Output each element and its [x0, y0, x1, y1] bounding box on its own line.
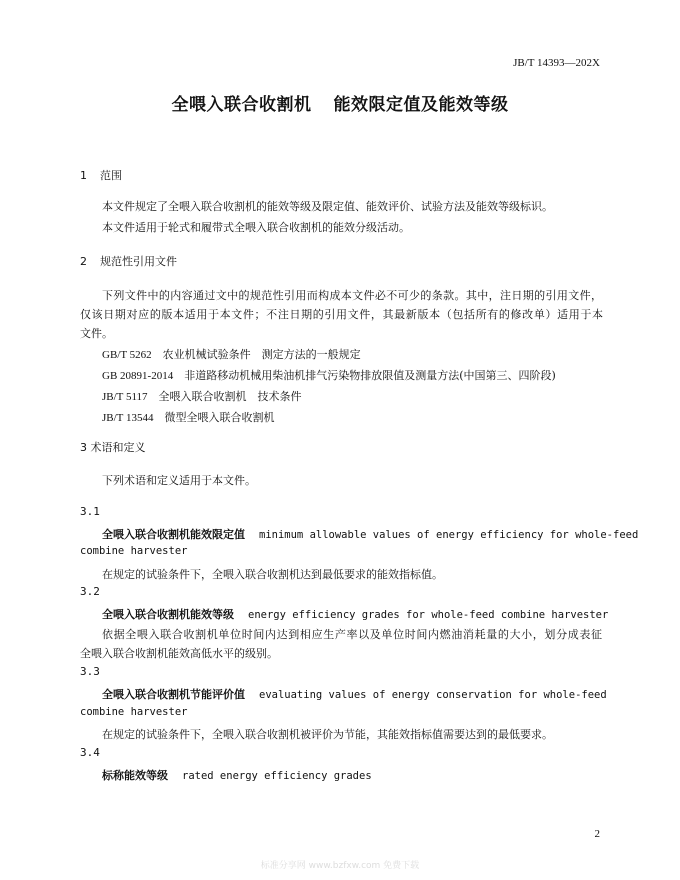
term-number: 3.1 — [80, 505, 100, 518]
standard-number: JB/T 14393—202X — [513, 57, 600, 69]
term-number: 3.4 — [80, 746, 100, 759]
section-3-intro: 下列术语和定义适用于本文件。 — [102, 474, 256, 487]
term-definition: 依据全喂入联合收割机单位时间内达到相应生产率以及单位时间内燃油消耗量的大小，划分成表征 — [102, 628, 602, 641]
term-english-continued: combine harvester — [80, 545, 188, 557]
term-definition: 在规定的试验条件下，全喂入联合收割机达到最低要求的能效指标值。 — [102, 568, 443, 581]
section-2-intro-line: 文件。 — [80, 327, 113, 340]
reference-item: GB/T 5262 农业机械试验条件 测定方法的一般规定 — [102, 348, 361, 361]
page-number: 2 — [594, 828, 600, 840]
term-3-2: 全喂入联合收割机能效等级 energy efficiency grades for whole-feed combine harvester — [102, 608, 609, 621]
reference-item: JB/T 13544 微型全喂入联合收割机 — [102, 411, 275, 424]
section-2-intro-line: 仅该日期对应的版本适用于本文件；不注日期的引用文件，其最新版本（包括所有的修改单）适用于本 — [80, 308, 603, 321]
section-2-intro-line: 下列文件中的内容通过文中的规范性引用而构成本文件必不可少的条款。其中，注日期的引用文件， — [102, 289, 602, 302]
term-english-continued: combine harvester — [80, 706, 188, 718]
section-2-heading: 2 规范性引用文件 — [80, 255, 177, 268]
term-number: 3.3 — [80, 665, 100, 678]
title-part-1: 全喂入联合收割机 — [171, 95, 312, 115]
reference-item: JB/T 5117 全喂入联合收割机 技术条件 — [102, 390, 302, 403]
document-title — [0, 90, 680, 115]
title-part-2: 能效限定值及能效等级 — [333, 95, 509, 115]
term-3-4: 标称能效等级 rated energy efficiency grades — [102, 769, 372, 782]
term-definition: 全喂入联合收割机能效高低水平的级别。 — [80, 647, 278, 660]
section-1-paragraph: 本文件规定了全喂入联合收割机的能效等级及限定值、能效评价、试验方法及能效等级标识。 — [102, 200, 553, 213]
term-3-3: 全喂入联合收割机节能评价值 evaluating values of energy conservation for whole-feed — [102, 688, 607, 701]
term-definition: 在规定的试验条件下，全喂入联合收割机被评价为节能，其能效指标值需要达到的最低要求。 — [102, 728, 553, 741]
section-1-paragraph: 本文件适用于轮式和履带式全喂入联合收割机的能效分级活动。 — [102, 221, 410, 234]
section-1-heading: 1 范围 — [80, 169, 122, 182]
term-3-1: 全喂入联合收割机能效限定值 minimum allowable values of energy efficiency for whole-feed — [102, 528, 639, 541]
reference-item: GB 20891-2014 非道路移动机械用柴油机排气污染物排放限值及测量方法(中国第三、四阶段) — [102, 369, 556, 382]
section-3-heading: 3 术语和定义 — [80, 441, 146, 454]
watermark: 标准分享网 www.bzfxw.com 免费下载 — [260, 861, 420, 871]
term-number: 3.2 — [80, 585, 100, 598]
